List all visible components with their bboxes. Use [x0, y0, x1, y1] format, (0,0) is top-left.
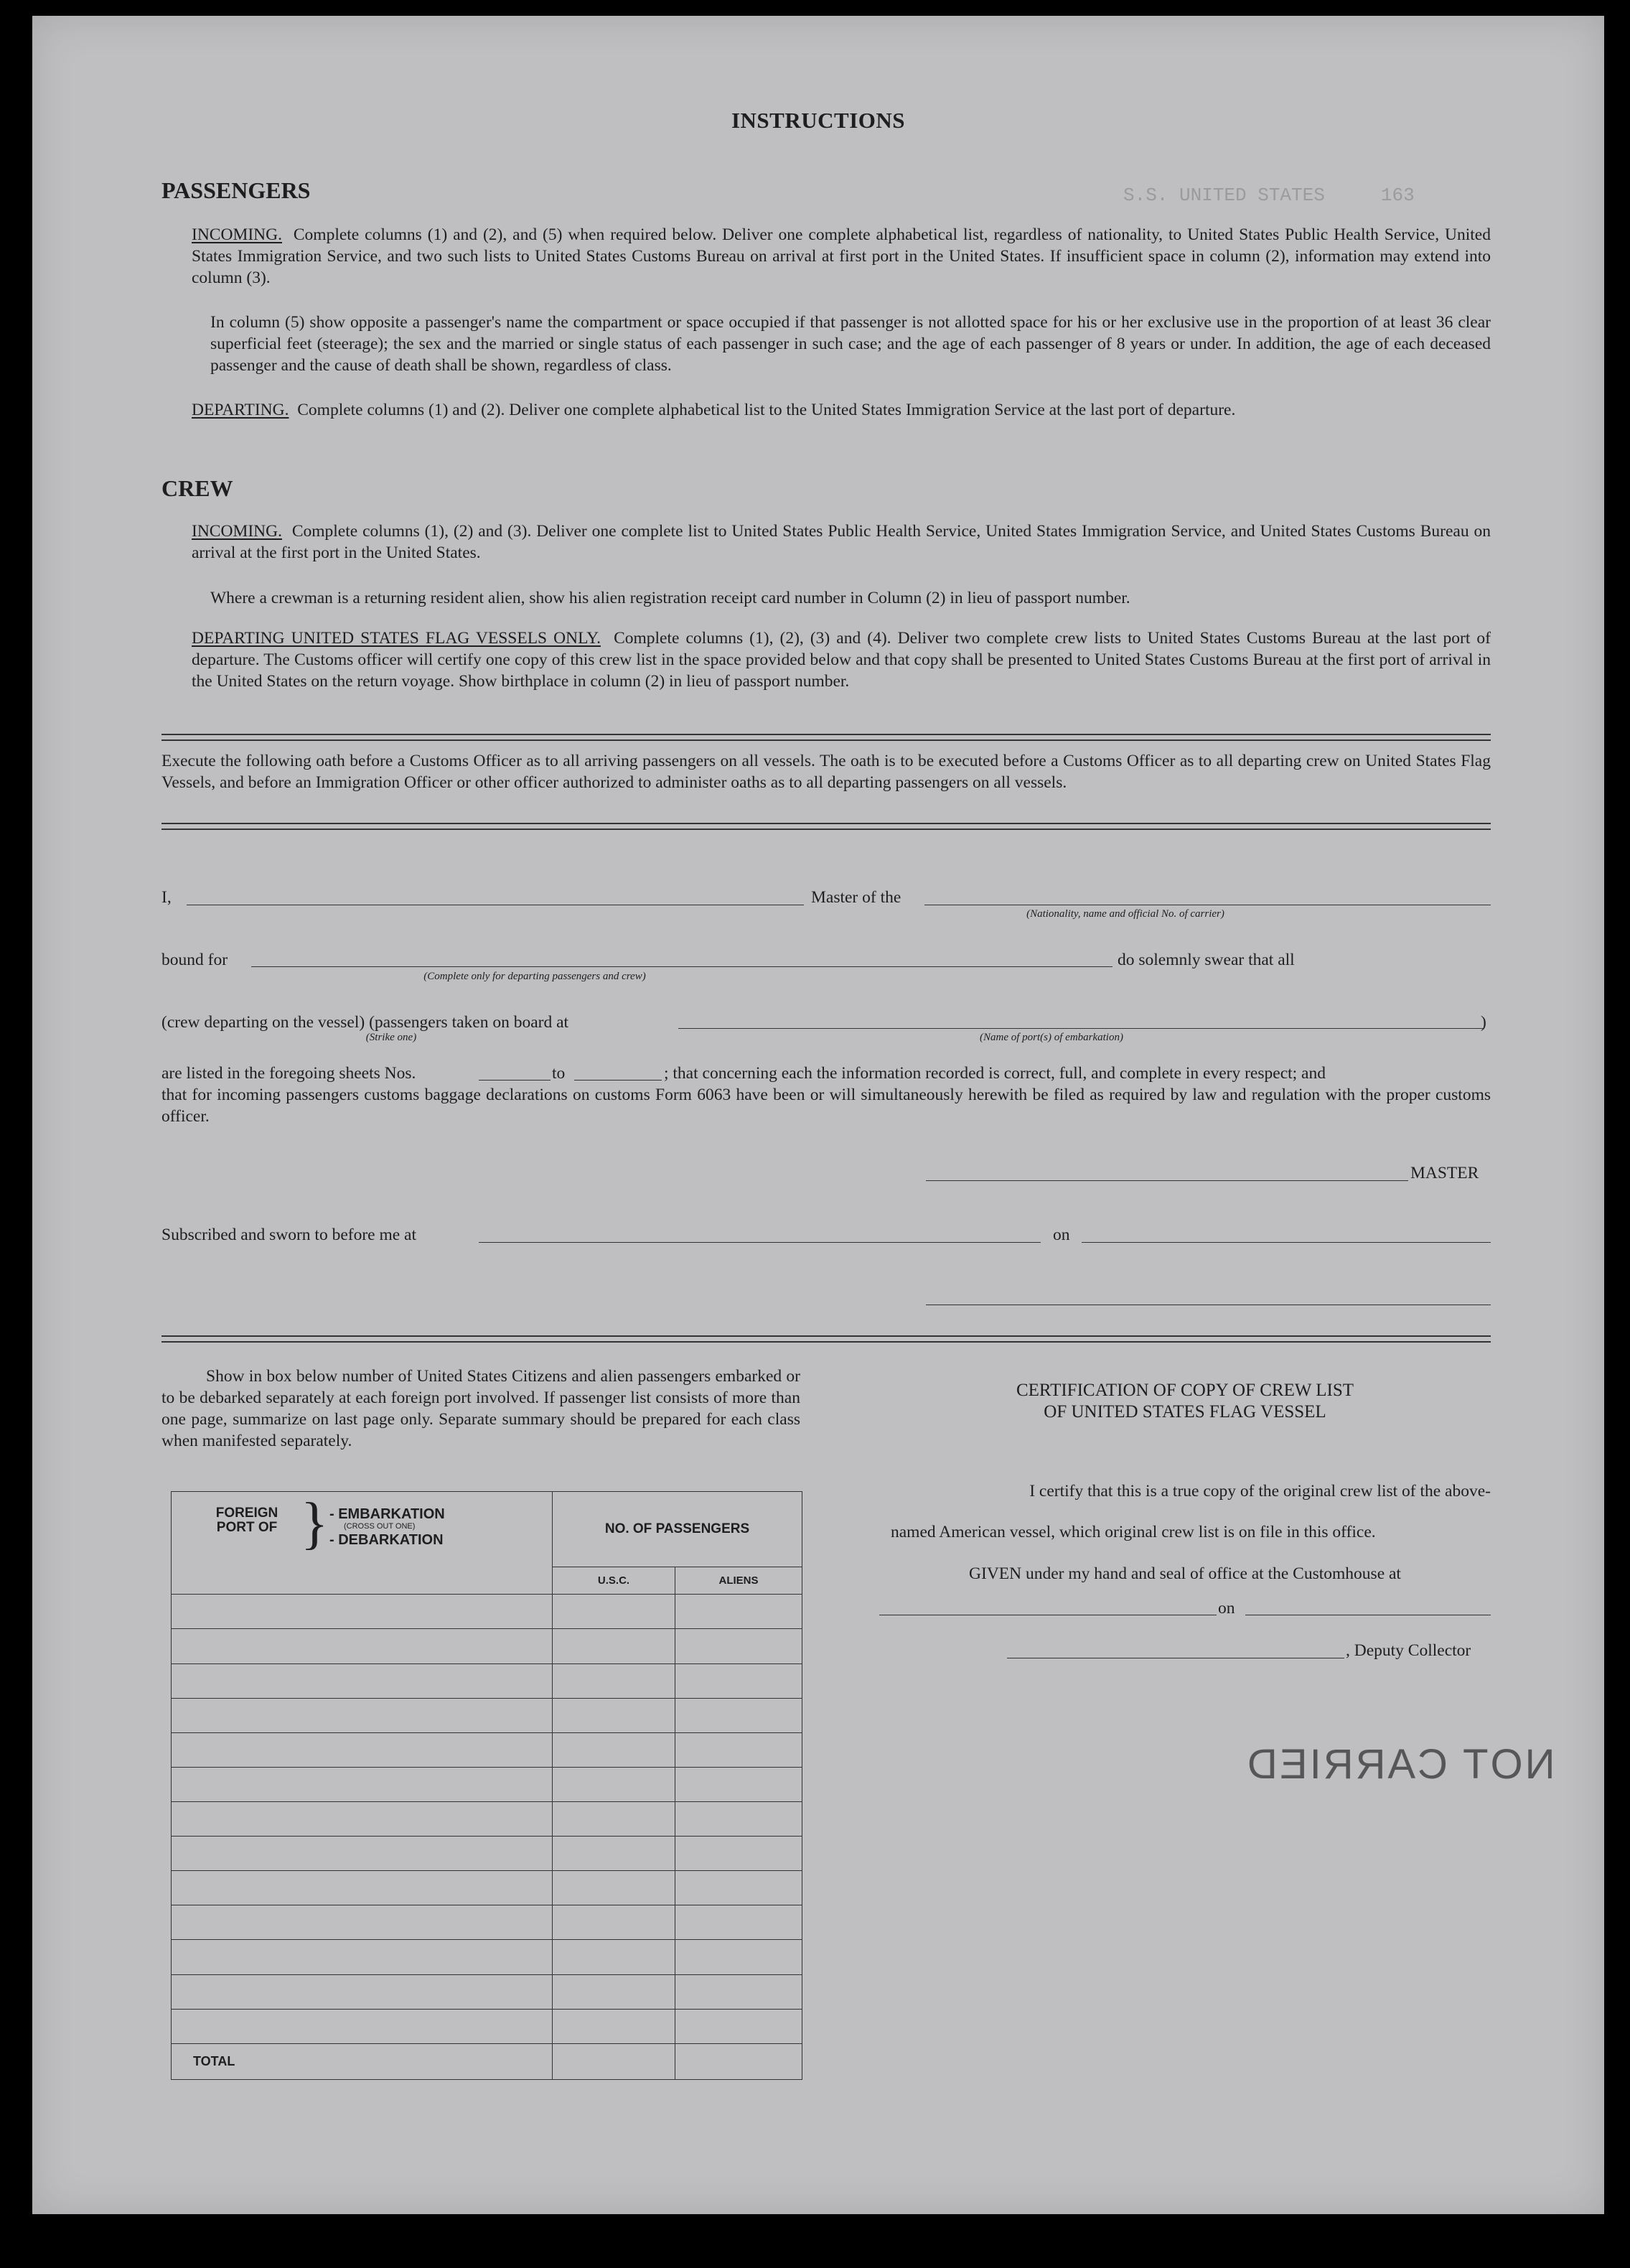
summary-rows [172, 1595, 802, 2044]
master-label: MASTER [1410, 1164, 1479, 1182]
summary-row [172, 1629, 802, 1663]
summary-port-cell[interactable] [172, 1663, 553, 1698]
deputy-collector-label: , Deputy Collector [1346, 1641, 1471, 1660]
bound-for-label: bound for [161, 951, 228, 969]
summary-aliens-cell[interactable] [675, 2009, 802, 2043]
summary-aliens-cell[interactable] [675, 1974, 802, 2009]
foreign-port-header [172, 1492, 553, 1595]
certification-heading-2: OF UNITED STATES FLAG VESSEL [1044, 1402, 1326, 1422]
summary-row [172, 1663, 802, 1698]
summary-aliens-cell[interactable] [675, 1802, 802, 1837]
summary-usc-cell[interactable] [553, 1698, 675, 1732]
summary-usc-cell[interactable] [553, 1732, 675, 1767]
passengers-incoming-label: INCOMING. [192, 225, 282, 244]
debarkation-label: - DEBARKATION [329, 1532, 444, 1548]
summary-usc-cell[interactable] [553, 1905, 675, 1940]
passengers-heading: PASSENGERS [161, 177, 311, 203]
sworn-on-label: on [1053, 1226, 1070, 1244]
ports-caption: (Name of port(s) of embarkation) [980, 1032, 1123, 1043]
summary-usc-cell[interactable] [553, 1629, 675, 1663]
section-divider [161, 734, 1491, 741]
summary-port-cell[interactable] [172, 1974, 553, 2009]
summary-aliens-cell[interactable] [675, 1595, 802, 1629]
sworn-place-field[interactable] [479, 1242, 1041, 1243]
no-passengers-header: NO. OF PASSENGERS [553, 1492, 802, 1567]
carrier-caption: (Nationality, name and official No. of carrier) [1026, 908, 1224, 920]
passengers-departing-label: DEPARTING. [192, 401, 289, 419]
summary-row [172, 1595, 802, 1629]
summary-aliens-cell[interactable] [675, 1663, 802, 1698]
close-paren: ) [1481, 1013, 1486, 1032]
brace-glyph: } [301, 1492, 329, 1555]
cross-out-label: (CROSS OUT ONE) [344, 1522, 416, 1531]
page-title: INSTRUCTIONS [731, 108, 905, 133]
crew-departing-text-line: (crew departing on the vessel) (passengers taken on board at [161, 1013, 569, 1032]
not-carried-stamp: NOT CARRIED [1245, 1741, 1555, 1788]
summary-aliens-cell[interactable] [675, 1940, 802, 1974]
oath-i-label: I, [161, 888, 172, 907]
summary-row [172, 1871, 802, 1905]
crew-resident-paragraph: Where a crewman is a returning resident alien, show his alien registration receipt card number in Column (2) in lieu of passport number. [210, 589, 1130, 607]
passengers-column5-paragraph: In column (5) show opposite a passenger's name the compartment or space occupied if that passenger is not allotted space for his or her exclusive use in the proportion of at least 36 clear superficial feet (steerage); the sex and the married or single status of each passenger in such case; and the age of each passenger of 8 years or under. In addition, the age of each deceased passenger and the cause of death shall be shown, regardless of class. [210, 313, 1491, 375]
summary-row [172, 1698, 802, 1732]
master-signature-field[interactable] [926, 1180, 1408, 1181]
summary-aliens-cell[interactable] [675, 1871, 802, 1905]
summary-port-cell[interactable] [172, 1802, 553, 1837]
ports-of-embarkation-field[interactable] [678, 1028, 1484, 1029]
passengers-incoming-paragraph [192, 224, 1491, 289]
summary-usc-cell[interactable] [553, 1767, 675, 1801]
summary-usc-cell[interactable] [553, 1837, 675, 1871]
summary-row [172, 1940, 802, 1974]
crew-incoming-text: Complete columns (1), (2) and (3). Deliver one complete list to United States Public Health Service, United States Immigration Service, and United States Customs Bureau on arrival at the first port in the United States. [192, 522, 1491, 562]
summary-port-cell[interactable] [172, 1940, 553, 1974]
bleed-through-text: S.S. UNITED STATES 163 [1123, 185, 1415, 206]
bound-for-field[interactable] [251, 966, 1113, 967]
summary-port-cell[interactable] [172, 1732, 553, 1767]
certify-line-1: I certify that this is a true copy of the original crew list of the above- [1029, 1482, 1491, 1501]
crew-departing-paragraph [192, 627, 1491, 692]
lower-divider [161, 1335, 1491, 1343]
summary-row [172, 2009, 802, 2043]
summary-usc-cell[interactable] [553, 1802, 675, 1837]
summary-aliens-cell[interactable] [675, 1698, 802, 1732]
document-page [32, 16, 1604, 2214]
summary-port-cell[interactable] [172, 1905, 553, 1940]
total-usc-cell[interactable] [553, 2043, 675, 2079]
oath-divider [161, 823, 1491, 830]
summary-port-cell[interactable] [172, 1767, 553, 1801]
summary-aliens-cell[interactable] [675, 1767, 802, 1801]
subscribed-label: Subscribed and sworn to before me at [161, 1226, 417, 1244]
listed-text-a: are listed in the foregoing sheets Nos. [161, 1064, 416, 1083]
given-line: GIVEN under my hand and seal of office at the Customhouse at [969, 1564, 1401, 1583]
passengers-departing-paragraph [192, 399, 1491, 421]
summary-row [172, 1732, 802, 1767]
sworn-date-field[interactable] [1082, 1242, 1491, 1243]
summary-port-cell[interactable] [172, 1871, 553, 1905]
passengers-incoming-text: Complete columns (1) and (2), and (5) when required below. Deliver one complete alphabetical list, regardless of nationality, to United States Public Health Service, United States Immigration Service, and two such lists to United States Customs Bureau on arrival at first port in the United States. If insufficient space in column (2), information may extend into column (3). [192, 225, 1491, 287]
summary-row [172, 1837, 802, 1871]
summary-aliens-cell[interactable] [675, 1837, 802, 1871]
certification-heading-1: CERTIFICATION OF COPY OF CREW LIST [1016, 1381, 1354, 1400]
summary-usc-cell[interactable] [553, 1595, 675, 1629]
master-of-label: Master of the [811, 888, 901, 907]
listed-text-c: that for incoming passengers customs baggage declarations on customs Form 6063 have been or will simultaneously herewith be filed as required by law and regulation with the proper customs officer. [161, 1086, 1491, 1126]
swear-text: do solemnly swear that all [1118, 951, 1295, 969]
summary-row [172, 1767, 802, 1801]
summary-aliens-cell[interactable] [675, 1905, 802, 1940]
summary-instructions: Show in box below number of United States Citizens and alien passengers embarked or to be debarked separately at each foreign port involved. If passenger list consists of more than one page, summarize on last page only. Separate summary should be prepared for each class when manifested separately. [161, 1367, 800, 1450]
foreign-port-label: FOREIGN PORT OF [215, 1506, 278, 1535]
sheet-to-field[interactable] [574, 1080, 662, 1081]
embarkation-label: - EMBARKATION [329, 1506, 445, 1522]
usc-header: U.S.C. [553, 1567, 675, 1595]
summary-usc-cell[interactable] [553, 1663, 675, 1698]
summary-port-cell[interactable] [172, 1595, 553, 1629]
summary-row [172, 1974, 802, 2009]
summary-port-cell[interactable] [172, 1837, 553, 1871]
total-aliens-cell[interactable] [675, 2043, 802, 2079]
certify-line-2: named American vessel, which original crew list is on file in this office. [891, 1523, 1376, 1541]
listed-to: to [552, 1064, 566, 1083]
strike-caption: (Strike one) [365, 1032, 417, 1043]
aliens-header: ALIENS [675, 1567, 802, 1595]
total-label: TOTAL [172, 2043, 553, 2079]
summary-row [172, 1905, 802, 1940]
summary-port-cell[interactable] [172, 1698, 553, 1732]
summary-usc-cell[interactable] [553, 1871, 675, 1905]
oath-intro: Execute the following oath before a Customs Officer as to all arriving passengers on all vessels. The oath is to be executed before a Customs Officer as to all departing crew on United States Flag Vessels, and before an Immigration Officer or other officer authorized to administer oaths as to all departing passengers on all vessels. [161, 752, 1491, 792]
sheet-from-field[interactable] [479, 1080, 551, 1081]
crew-departing-text: Complete columns (1), (2), (3) and (4). Deliver two complete crew lists to United States Customs Bureau at the last port of departure. The Customs officer will certify one copy of this crew list in the space provided below and that copy shall be presented to United States Customs Bureau at the first port of arrival in the United States on the return voyage. Show birthplace in column (2) in lieu of passport number. [192, 629, 1491, 691]
certification-on-label: on [1218, 1599, 1235, 1618]
summary-row [172, 1802, 802, 1837]
crew-incoming-paragraph [192, 521, 1491, 564]
summary-port-cell[interactable] [172, 2009, 553, 2043]
summary-port-cell[interactable] [172, 1629, 553, 1663]
listed-text-b: ; that concerning each the information recorded is correct, full, and complete in every respect; and [664, 1064, 1326, 1083]
summary-aliens-cell[interactable] [675, 1629, 802, 1663]
crew-incoming-label: INCOMING. [192, 522, 282, 541]
crew-heading: CREW [161, 475, 233, 501]
departing-caption: (Complete only for departing passengers and crew) [423, 971, 646, 982]
crew-departing-label: DEPARTING UNITED STATES FLAG VESSELS ONLY. [192, 629, 601, 648]
passengers-departing-text: Complete columns (1) and (2). Deliver one complete alphabetical list to the United States Immigration Service at the last port of departure. [297, 401, 1236, 419]
summary-usc-cell[interactable] [553, 1974, 675, 2009]
summary-usc-cell[interactable] [553, 1940, 675, 1974]
passenger-summary-table [171, 1491, 802, 2080]
summary-aliens-cell[interactable] [675, 1732, 802, 1767]
summary-usc-cell[interactable] [553, 2009, 675, 2043]
